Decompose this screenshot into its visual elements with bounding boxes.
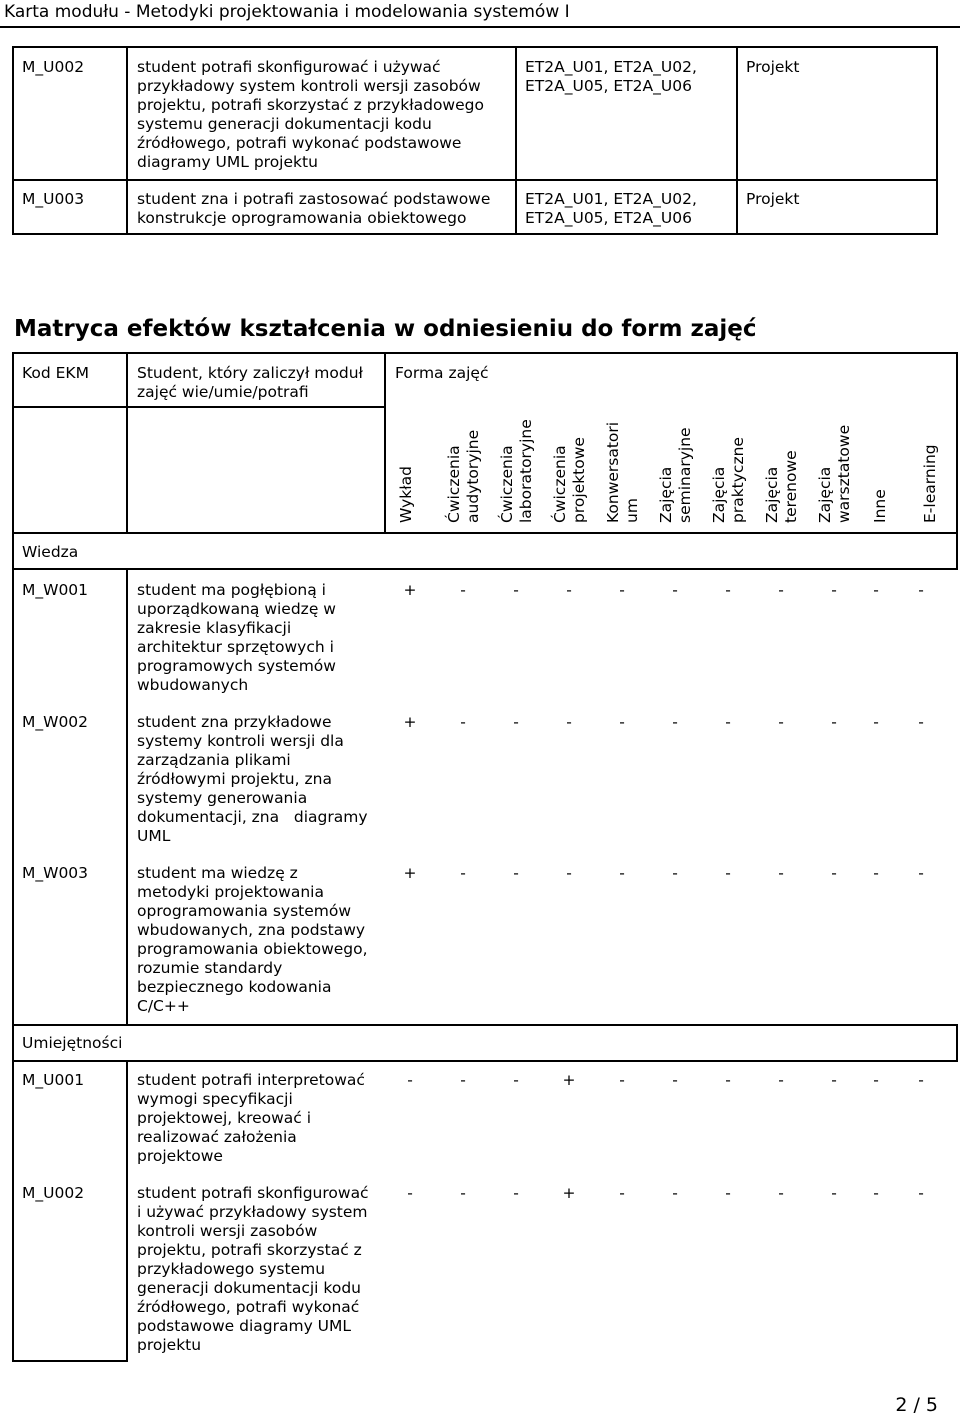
section-label-wiedza: Wiedza [22,543,79,561]
mark-cell: - [460,581,466,599]
column-header: E-learning [921,444,939,523]
mark-cell: + [403,581,417,599]
mark-cell: - [619,581,625,599]
mark-cell: - [566,713,572,731]
mark-cell: - [831,713,837,731]
document-header-title: Karta modułu - Metodyki projektowania i modelowania systemów I [4,2,570,22]
column-header: Zajęcia terenowe [763,450,800,523]
column-header: Zajęcia praktyczne [710,437,747,523]
matrix-title: Matryca efektów kształcenia w odniesieniu do form zajęć [14,316,757,342]
mark-cell: - [513,864,519,882]
ekm-references: ET2A_U01, ET2A_U02, ET2A_U05, ET2A_U06 [525,58,697,95]
mark-cell: - [873,713,879,731]
column-header: Inne [871,489,889,523]
mark-cell: + [562,1184,576,1202]
mark-cell: - [619,864,625,882]
ekm-code: M_U001 [22,1071,85,1089]
column-header: Zajęcia seminaryjne [657,427,694,523]
ekm-description: student ma pogłębioną i uporządkowaną wiedzę w zakresie klasyfikacji architektur sprzętowych i programowych systemów wbudowanych [137,581,336,694]
mark-cell: + [403,713,417,731]
mark-cell: - [778,713,784,731]
mark-cell: - [460,1071,466,1089]
mark-cell: - [513,1184,519,1202]
mark-cell: - [778,1184,784,1202]
ekm-code: M_U002 [22,1184,85,1202]
ekm-verification-method: Projekt [746,58,800,76]
mark-cell: + [403,864,417,882]
mark-cell: - [831,1071,837,1089]
mark-cell: - [918,581,924,599]
header-kod-ekm: Kod EKM [22,364,89,382]
column-header: Ćwiczenia audytoryjne [445,429,482,523]
mark-cell: - [513,713,519,731]
section-label-umiejetnosci: Umiejętności [22,1034,123,1052]
mark-cell: - [831,864,837,882]
mark-cell: - [460,1184,466,1202]
mark-cell: - [725,581,731,599]
mark-cell: - [566,581,572,599]
ekm-code: M_W003 [22,864,89,882]
ekm-description: student potrafi interpretować wymogi specyfikacji projektowej, kreować i realizować założenia projektowe [137,1071,365,1165]
mark-cell: - [873,1184,879,1202]
mark-cell: - [672,1071,678,1089]
mark-cell: - [513,1071,519,1089]
mark-cell: - [725,1071,731,1089]
column-header: Ćwiczenia projektowe [551,437,588,523]
header-forma-zajec: Forma zajęć [395,364,489,382]
mark-cell: - [873,1071,879,1089]
mark-cell: - [831,581,837,599]
mark-cell: - [873,581,879,599]
mark-cell: - [619,1071,625,1089]
mark-cell: - [672,713,678,731]
mark-cell: - [873,864,879,882]
mark-cell: - [831,1184,837,1202]
mark-cell: - [672,1184,678,1202]
mark-cell: - [460,713,466,731]
ekm-description: student potrafi skonfigurować i używać przykładowy system kontroli wersji zasobów projektu, potrafi skorzystać z przykładowego systemu generacji dokumentacji kodu źródłowego, potrafi wykonać podstawowe diagramy UML projektu [137,1184,369,1354]
mark-cell: - [778,581,784,599]
mark-cell: - [918,1071,924,1089]
ekm-code: M_U003 [22,190,85,208]
ekm-description: student potrafi skonfigurować i używać przykładowy system kontroli wersji zasobów projektu, potrafi skorzystać z przykładowego systemu generacji dokumentacji kodu źródłowego, potrafi wykonać podstawowe diagramy UML projektu [137,58,484,171]
mark-cell: - [725,1184,731,1202]
column-header: Ćwiczenia laboratoryjne [498,419,535,523]
mark-cell: - [566,864,572,882]
ekm-code: M_W002 [22,713,89,731]
mark-cell: - [619,713,625,731]
mark-cell: - [918,1184,924,1202]
ekm-code: M_U002 [22,58,85,76]
ekm-description: student zna przykładowe systemy kontroli wersji dla zarządzania plikami źródłowymi projektu, zna systemy generowania dokumentacji, zna diagramy UML [137,713,368,845]
mark-cell: - [778,864,784,882]
ekm-references: ET2A_U01, ET2A_U02, ET2A_U05, ET2A_U06 [525,190,697,227]
page-number: 2 / 5 [895,1394,938,1416]
ekm-code: M_W001 [22,581,89,599]
ekm-description: student zna i potrafi zastosować podstawowe konstrukcje oprogramowania obiektowego [137,190,491,227]
mark-cell: - [918,713,924,731]
header-rule [0,26,960,28]
mark-cell: - [725,864,731,882]
column-header: Zajęcia warsztatowe [816,424,853,523]
ekm-verification-method: Projekt [746,190,800,208]
mark-cell: - [460,864,466,882]
column-header: Konwersatori um [604,421,641,523]
mark-cell: - [407,1184,413,1202]
mark-cell: - [672,581,678,599]
mark-cell: - [407,1071,413,1089]
header-student: Student, który zaliczył moduł zajęć wie/umie/potrafi [137,364,363,401]
mark-cell: - [672,864,678,882]
mark-cell: - [725,713,731,731]
mark-cell: - [918,864,924,882]
ekm-description: student ma wiedzę z metodyki projektowania oprogramowania systemów wbudowanych, zna podstawy programowania obiektowego, rozumie standardy bezpiecznego kodowania C/C++ [137,864,368,1015]
mark-cell: - [619,1184,625,1202]
mark-cell: + [562,1071,576,1089]
column-header: Wykład [397,466,415,523]
mark-cell: - [513,581,519,599]
mark-cell: - [778,1071,784,1089]
